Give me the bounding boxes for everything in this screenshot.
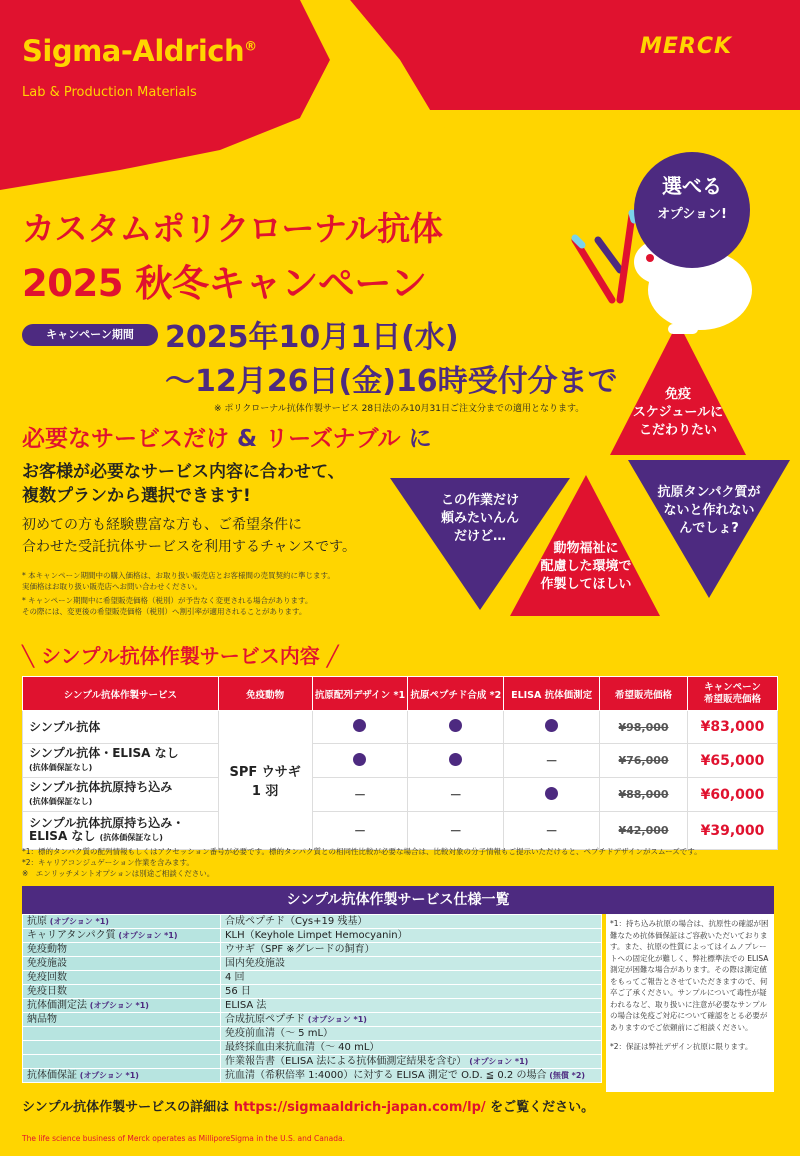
spec-value-text: 国内免疫施設	[225, 958, 285, 969]
feature-cell	[408, 711, 504, 744]
feature-cell: －	[408, 812, 504, 850]
triangle-text-welfare	[514, 540, 658, 594]
spec-key	[23, 1041, 221, 1055]
service-footnotes	[22, 846, 702, 879]
included-dot-icon	[353, 753, 366, 766]
brand-name: Sigma-Aldrich	[22, 34, 245, 68]
spec-row	[23, 1013, 602, 1027]
spec-key-text: 抗体価測定法	[27, 1000, 87, 1011]
spec-value	[221, 943, 602, 957]
spec-key	[23, 1055, 221, 1069]
spec-key-option: (オプション *1)	[115, 931, 178, 940]
spec-value	[221, 1041, 602, 1055]
headline-part-b: リーズナブル	[265, 426, 401, 452]
table-row	[23, 744, 778, 778]
spec-row	[23, 971, 602, 985]
col-header: シンプル抗体作製サービス	[23, 677, 219, 711]
campaign-price: ¥83,000	[687, 711, 777, 744]
spec-key-option: (オプション *1)	[77, 1071, 139, 1080]
triangle-label	[410, 492, 550, 546]
spec-key-text: 抗原	[27, 916, 47, 927]
service-name: シンプル抗体抗原持ち込み・	[29, 816, 185, 830]
campaign-title-line2: 2025 秋冬キャンペーン	[22, 262, 427, 305]
intro-body	[22, 514, 356, 558]
campaign-date-start: 2025年10月1日(水)	[165, 320, 459, 355]
spec-value-text: 合成ペプチド（Cys+19 残基）	[225, 916, 368, 927]
spec-row	[23, 1055, 602, 1069]
intro-notes	[22, 570, 335, 617]
spec-value-option: (オプション *1)	[305, 1015, 367, 1024]
service-sub: (抗体価保証なし)	[99, 833, 163, 842]
spec-value-text: 合成抗原ペプチド	[225, 1014, 305, 1025]
intro-lead	[22, 460, 345, 508]
col-header: キャンペーン 希望販売価格	[687, 677, 777, 711]
list-price: ¥88,000	[600, 778, 688, 812]
spec-key-option: (オプション *1)	[87, 1001, 149, 1010]
feature-cell: －	[408, 778, 504, 812]
legal-text: The life science business of Merck operates as MilliporeSigma in the U.S. and Canada.	[22, 1134, 345, 1143]
side-note-1: *1：持ち込み抗原の場合は、抗原性の確認が困難なため抗体価保証はご容赦いただいております。また、抗原の性質によってはイムノプレートへの固定化が難しく、弊社標準法での ELISA 測定が困難な場合があります。その際は測定値をもってご報告とさせていただきますので、何卒ご了承ください。サンプルについて毒性が疑われるなど、取り扱いに注意が必要なサンプルの場合は免疫ご対応について確認をとる必要がありますのでご依頼前にご相談ください。	[610, 919, 769, 1032]
campaign-date-end: ～12月26日(金)16時受付分まで	[165, 364, 618, 399]
spec-value	[221, 971, 602, 985]
brand-mark: ®	[244, 39, 257, 55]
footer-info	[22, 1096, 594, 1115]
service-name-cell	[23, 711, 219, 744]
spec-key-text: 納品物	[27, 1014, 57, 1025]
table-row	[23, 778, 778, 812]
spec-key-text: 免疫施設	[27, 958, 67, 969]
body-line-2: 合わせた受託抗体サービスを利用するチャンスです。	[22, 539, 357, 555]
spec-value	[221, 1027, 602, 1041]
headline-amp: &	[229, 426, 266, 452]
triangle-label-line: 免疫	[664, 387, 691, 402]
brand-logo	[22, 34, 257, 68]
spec-value-text: 抗血清（希釈倍率 1:4000）に対する ELISA 測定で O.D. ≦ 0.2 の場合	[225, 1070, 547, 1081]
spec-value-text: 最終採血由来抗血清（～ 40 mL）	[225, 1042, 380, 1053]
triangle-label-line: だけど…	[453, 529, 506, 544]
included-dot-icon	[449, 753, 462, 766]
lead-line-1: お客様が必要なサービス内容に合わせて、	[22, 462, 345, 482]
spec-key-text: 免疫動物	[27, 944, 67, 955]
spec-key	[23, 1069, 221, 1083]
service-name: シンプル抗体	[29, 719, 101, 734]
headline-part-c: に	[400, 426, 432, 452]
intro-note: その際には、変更後の希望販売価格（税別）へ割引率が適用されることがあります。	[22, 607, 307, 616]
spec-value	[221, 929, 602, 943]
campaign-title-line1: カスタムポリクローナル抗体	[22, 209, 443, 248]
col-header: ELISA 抗体価測定	[504, 677, 600, 711]
campaign-price: ¥65,000	[687, 744, 777, 778]
service-name: シンプル抗体抗原持ち込み	[29, 780, 173, 794]
spec-value-text: ELISA 法	[225, 1000, 267, 1011]
feature-cell	[504, 711, 600, 744]
antibody-icon	[575, 213, 634, 300]
spec-key	[23, 999, 221, 1013]
spec-value-text: ウサギ（SPF ※グレードの飼育）	[225, 944, 375, 955]
col-header: 抗原ペプチド合成 *2	[408, 677, 504, 711]
triangle-label-line: ないと作れない	[663, 503, 755, 518]
triangle-text-schedule	[614, 386, 742, 440]
spec-row	[23, 929, 602, 943]
spec-row	[23, 1041, 602, 1055]
feature-cell: －	[504, 744, 600, 778]
list-price: ¥42,000	[600, 812, 688, 850]
included-dot-icon	[545, 787, 558, 800]
triangle-label-line: 抗原タンパク質が	[657, 485, 761, 500]
feature-cell	[312, 711, 408, 744]
side-note-2: *2：保証は弊社デザイン抗原に限ります。	[610, 1042, 753, 1051]
spec-value-text: 免疫前血清（～ 5 mL）	[225, 1028, 334, 1039]
spec-value-option: (オプション *1)	[466, 1057, 529, 1066]
triangle-label-line: スケジュールに	[632, 405, 724, 420]
intro-note: * キャンペーン期間中に希望販売価格（税別）が予告なく変更される場合があります。	[22, 596, 313, 605]
triangle-text-task	[410, 492, 550, 546]
included-dot-icon	[449, 719, 462, 732]
service-table	[22, 676, 778, 850]
footnote: *1：標的タンパク質の配列情報もしくはアクセッション番号が必要です。標的タンパク質との相同性比較が必要な場合は、比較対象の分子情報もご提示いただけると、ペプチドデザインがスムーズです。	[22, 847, 702, 856]
col-header: 抗原配列デザイン *1	[312, 677, 408, 711]
feature-cell	[504, 778, 600, 812]
spec-value	[221, 1013, 602, 1027]
spec-value-text: KLH（Keyhole Limpet Hemocyanin）	[225, 930, 408, 941]
intro-note: 実価格はお取り扱い販売店へお問い合わせください。	[22, 582, 202, 591]
triangle-label-line: 配慮した環境で	[540, 559, 632, 574]
spec-row	[23, 943, 602, 957]
campaign-price: ¥39,000	[687, 812, 777, 850]
spec-value	[221, 999, 602, 1013]
animal-cell: SPF ウサギ 1 羽	[218, 711, 312, 850]
table-row	[23, 812, 778, 850]
service-name-cell	[23, 812, 219, 850]
footer-text-a: シンプル抗体作製サービスの詳細は	[22, 1100, 234, 1115]
campaign-price: ¥60,000	[687, 778, 777, 812]
options-bubble	[634, 152, 750, 268]
col-header: 希望販売価格	[600, 677, 688, 711]
triangle-label-line: この作業だけ	[440, 493, 519, 508]
triangle-label-line: こだわりたい	[638, 423, 717, 438]
spec-row	[23, 1027, 602, 1041]
feature-cell: －	[504, 812, 600, 850]
spec-row	[23, 957, 602, 971]
spec-value-text: 作業報告書（ELISA 法による抗体価測定結果を含む）	[225, 1056, 467, 1067]
spec-key-text: キャリアタンパク質	[27, 930, 116, 941]
headline-part-a: 必要なサービスだけ	[22, 426, 229, 452]
spec-key	[23, 1027, 221, 1041]
footer-text-b: をご覧ください。	[485, 1100, 595, 1115]
service-sub: (抗体価保証なし)	[29, 797, 93, 806]
body-line-1: 初めての方も経験豊富な方も、ご希望条件に	[22, 517, 302, 533]
spec-value	[221, 985, 602, 999]
service-sub: (抗体価保証なし)	[29, 763, 93, 772]
spec-value-option: (無償 *2)	[546, 1071, 586, 1080]
feature-cell	[408, 744, 504, 778]
spec-key	[23, 985, 221, 999]
spec-value	[221, 915, 602, 929]
service-name-cell	[23, 744, 219, 778]
table-row	[23, 711, 778, 744]
spec-value	[221, 1069, 602, 1083]
service-name-2: ELISA なし	[29, 829, 100, 843]
spec-key	[23, 943, 221, 957]
intro-note: * 本キャンペーン期間中の購入価格は、お取り扱い販売店とお客様間の売買契約に準じます。	[22, 571, 335, 580]
col-header: 免疫動物	[218, 677, 312, 711]
spec-key	[23, 915, 221, 929]
spec-key	[23, 1013, 221, 1027]
footer-url-link[interactable]: https://sigmaaldrich-japan.com/lp/	[233, 1100, 486, 1115]
service-name: シンプル抗体・ELISA なし	[29, 746, 179, 760]
service-sub-wrap	[29, 794, 218, 808]
options-bubble-line1: 選べる	[662, 174, 722, 198]
triangle-label-line: んでしょ?	[679, 521, 739, 536]
spec-row	[23, 985, 602, 999]
spec-row	[23, 1069, 602, 1083]
spec-row	[23, 915, 602, 929]
list-price: ¥76,000	[600, 744, 688, 778]
spec-key-text: 免疫回数	[27, 972, 67, 983]
merck-logo: MERCK	[640, 34, 733, 59]
triangle-label	[514, 540, 658, 594]
spec-value-text: 4 回	[225, 972, 245, 983]
service-section-heading: ╲ シンプル抗体作製サービス内容 ╱	[22, 644, 339, 668]
brand-subtitle: Lab & Production Materials	[22, 85, 197, 100]
spec-key-text: 抗体価保証	[27, 1070, 77, 1081]
service-sub-wrap	[29, 760, 218, 774]
campaign-period-badge: キャンペーン期間	[22, 324, 158, 346]
lead-line-2: 複数プランから選択できます!	[22, 486, 251, 506]
intro-headline	[22, 420, 432, 453]
spec-value-text: 56 日	[225, 986, 251, 997]
service-heading-text: シンプル抗体作製サービス内容	[41, 644, 320, 668]
spec-table	[22, 914, 602, 1083]
triangle-label-line: 動物福祉に	[553, 541, 619, 556]
campaign-note: ※ ポリクローナル抗体作製サービス 28日法のみ10月31日ご注文分までの適用となります。	[214, 404, 585, 414]
triangle-label	[614, 386, 742, 440]
included-dot-icon	[353, 719, 366, 732]
service-name-cell	[23, 778, 219, 812]
triangle-label-line: 作製してほしい	[540, 577, 632, 592]
spec-key-option: (オプション *1)	[47, 917, 109, 926]
spec-key	[23, 957, 221, 971]
spec-heading: シンプル抗体作製サービス仕様一覧	[22, 886, 774, 914]
spec-side-notes	[606, 914, 774, 1092]
spec-value	[221, 1055, 602, 1069]
triangle-label	[634, 484, 784, 538]
spec-row	[23, 999, 602, 1013]
footnote: *2：キャリアコンジュゲーション作業を含みます。	[22, 858, 194, 867]
spec-key-text: 免疫日数	[27, 986, 67, 997]
triangle-text-antigen	[634, 484, 784, 538]
footnote: ※ エンリッチメントオプションは別途ご相談ください。	[22, 869, 215, 878]
feature-cell: －	[312, 812, 408, 850]
list-price: ¥98,000	[600, 711, 688, 744]
feature-cell: －	[312, 778, 408, 812]
included-dot-icon	[545, 719, 558, 732]
options-bubble-line2: オプション!	[657, 207, 727, 222]
feature-cell	[312, 744, 408, 778]
spec-key	[23, 971, 221, 985]
spec-key	[23, 929, 221, 943]
spec-value	[221, 957, 602, 971]
triangle-label-line: 頼みたいんん	[440, 511, 519, 526]
